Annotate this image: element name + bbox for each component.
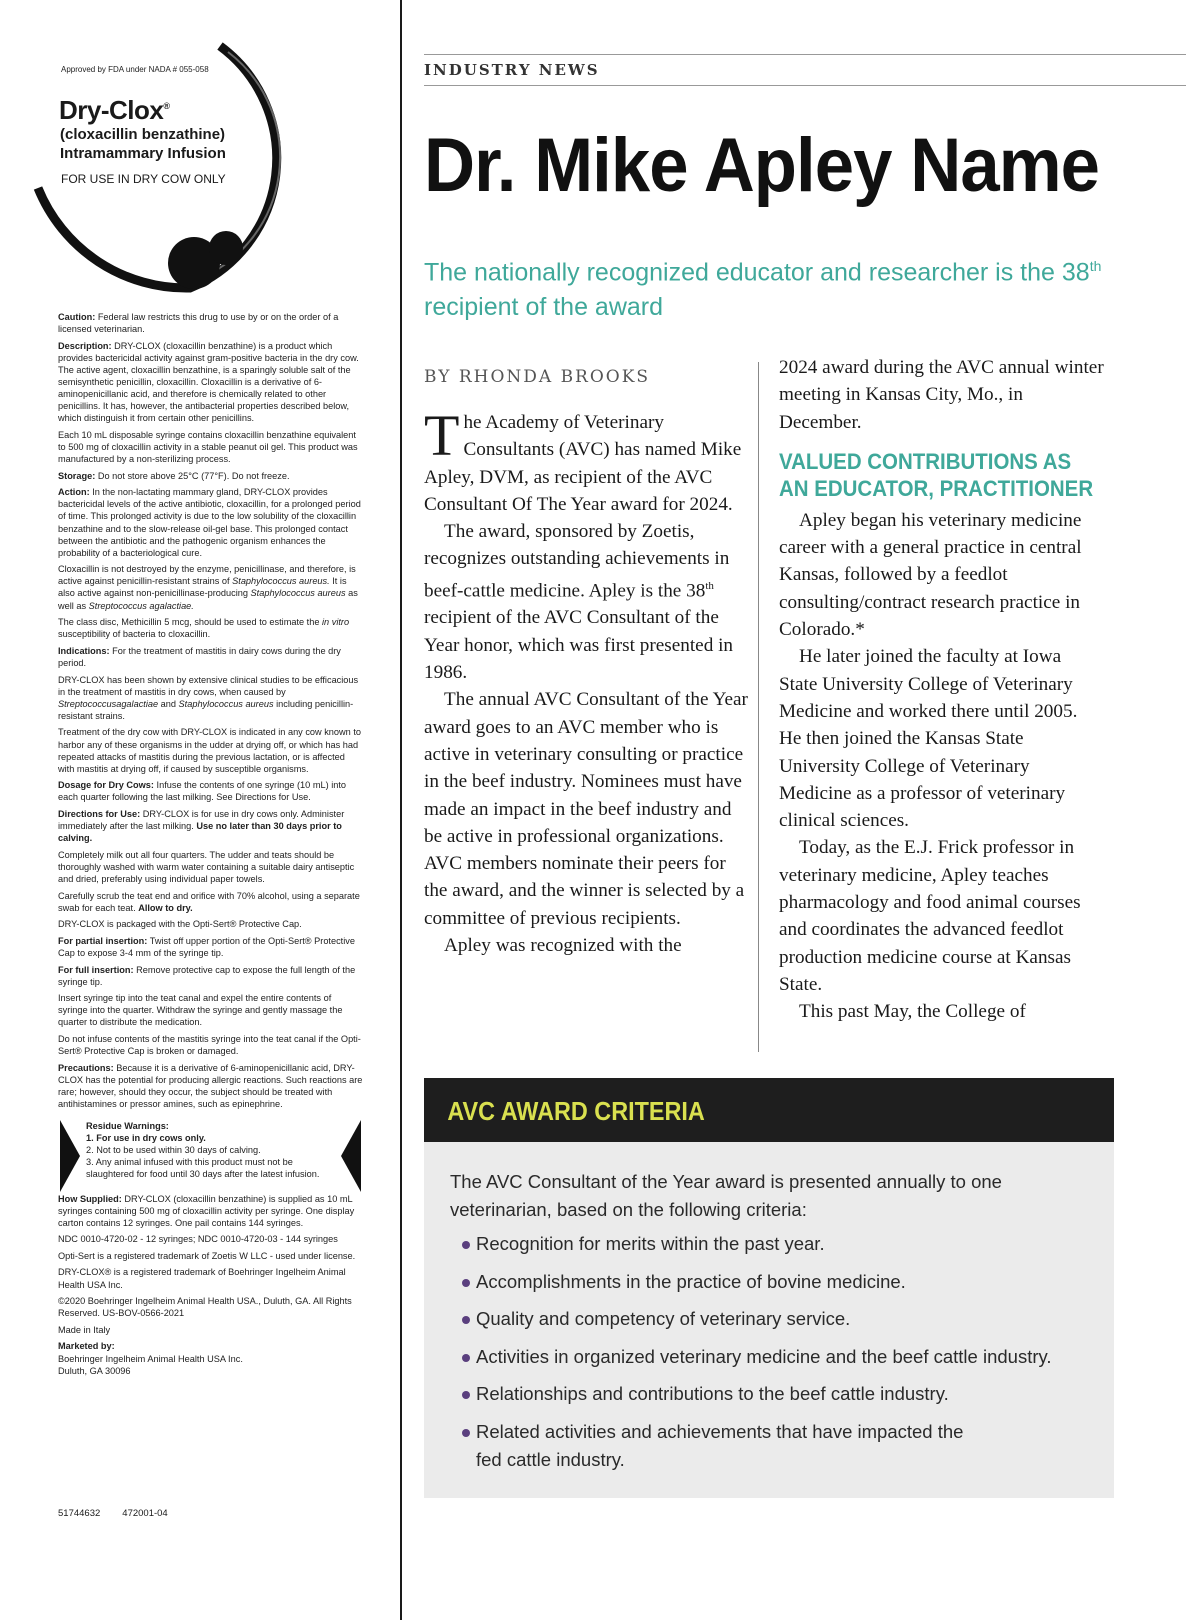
fda-approval-text: Approved by FDA under NADA # 055-058 [61, 65, 209, 74]
precautions-paragraph: Precautions: Because it is a derivative of 6-aminopenicillanic acid, DRY-CLOX has the potential for producing allergic reactions. Such reactions are rare; however, should they occur, the subject should be treated with antihistamines or pressor amines, such as epinephrine. [58, 1062, 363, 1109]
body-paragraph: 2024 award during the AVC annual winter meeting in Kansas City, Mo., in December. [779, 357, 1104, 433]
partial-insertion-paragraph: For partial insertion: Twist off upper portion of the Opti-Sert® Protective Cap to expose 3-4 mm of the syringe tip. [58, 935, 355, 958]
body-paragraph: Apley was recognized with the [444, 935, 682, 957]
bullet-icon [462, 1354, 470, 1362]
insert-paragraph: Insert syringe tip into the teat canal and expel the entire contents of syringe into the quarter. Withdraw the syringe and gently massage the quarter to distribute the medication. [58, 993, 343, 1028]
criteria-list [462, 1230, 1102, 1483]
indications-paragraph: Indications: For the treatment of mastitis in dairy cows during the dry period. [58, 645, 341, 668]
product-codes: 51744632 472001-04 [58, 1508, 168, 1519]
bullet-icon [462, 1279, 470, 1287]
bullet-icon [462, 1241, 470, 1249]
body-paragraph: The award, sponsored by Zoetis, recognizes outstanding achievements in beef-cattle medicine. Apley is the 38th recipient of the AVC Consultant of the Year honor, which was first presented in 1986. [424, 521, 734, 684]
list-item: Relationships and contributions to the beef cattle industry. [462, 1380, 1102, 1408]
efficacy-paragraph: DRY-CLOX has been shown by extensive clinical studies to be efficacious in the treatment of mastitis in dry cows, when caused by Streptococcusagalactiae and Staphylococcus aureus including penicillin-resistant strains. [58, 674, 359, 721]
body-paragraph: Today, as the E.J. Frick professor in veterinary medicine, Apley teaches pharmacology and food animal courses and coordinates the advanced feedlot production medicine course at Kansas State. [779, 837, 1081, 995]
copyright: ©2020 Boehringer Ingelheim Animal Health USA., Duluth, GA. All Rights Reserved. US-BOV-0566-2021 [58, 1296, 352, 1319]
prescribing-information [58, 311, 363, 1381]
list-item: Activities in organized veterinary medicine and the beef cattle industry. [462, 1343, 1102, 1371]
contents-paragraph: Each 10 mL disposable syringe contains cloxacillin benzathine equivalent to 500 mg of cloxacillin activity in a stable peanut oil gel. This product was manufactured by a non-sterilizing process. [58, 429, 358, 465]
award-criteria-box [424, 1078, 1114, 1498]
optisert-trademark: Opti-Sert is a registered trademark of Zoetis W LLC - used under license. [58, 1250, 356, 1261]
body-paragraph: Apley began his veterinary medicine career with a general practice in central Kansas, followed by a feedlot consulting/contract research practice in Colorado.* [779, 509, 1082, 641]
article-column-2 [779, 354, 1104, 1026]
box-intro: The AVC Consultant of the Year award is presented annually to one veterinarian, based on the following criteria: [450, 1171, 1002, 1220]
section-label: INDUSTRY NEWS [424, 61, 600, 79]
description-paragraph: Description: DRY-CLOX (cloxacillin benzathine) is a product which provides bactericidal activity against gram-positive bacteria in the dry cow. The active agent, cloxacillin benzathine, is a sparingly soluble salt of the semisynthetic penicillin, cloxacillin. Cloxacillin is a derivative of 6-aminopenicillanic acid, and therefore is chemically related to other penicillins. It has, however, the antibacterial properties described below, which distinguish it from certain other penicillins. [58, 340, 359, 424]
top-rule [424, 54, 1186, 55]
article-column-1 [424, 403, 749, 959]
body-paragraph: The Academy of Veterinary Consultants (AVC) has named Mike Apley, DVM, as recipient of the AVC Consultant Of The Year award for 2024. [424, 403, 742, 515]
directions-paragraph: Directions for Use: DRY-CLOX is for use in dry cows only. Administer immediately after the last milking. Use no later than 30 days prior to calving. [58, 808, 345, 844]
dek: The nationally recognized educator and researcher is the 38th recipient of the award [424, 258, 1102, 322]
subhead: VALUED CONTRIBUTIONS AS AN EDUCATOR, PRACTITIONER [779, 448, 1094, 501]
column-divider [758, 362, 759, 1052]
milk-out-paragraph: Completely milk out all four quarters. The udder and teats should be thoroughly washed with warm water containing a suitable dairy antiseptic and dried, preferably using individual paper towels. [58, 849, 355, 884]
list-item: Accomplishments in the practice of bovine medicine. [462, 1268, 1102, 1296]
drug-advertisement [0, 0, 402, 1620]
left-arrow-decoration [60, 1120, 80, 1192]
action-paragraph: Action: In the non-lactating mammary gland, DRY-CLOX provides bactericidal levels of the active antibiotic, cloxacillin, for a prolonged period of time. This prolonged activity is due to the low solubility of the cloxacillin benzathine and to the slow-release oil-gel base. This prolonged contact between the antibiotic and the pathogenic organism enhances the probability of a bacteriological cure. [58, 487, 361, 558]
box-title-bar [424, 1078, 1114, 1142]
list-item: Quality and competency of veterinary service. [462, 1305, 1102, 1333]
scrub-paragraph: Carefully scrub the teat end and orifice with 70% alcohol, using a separate swab for each teat. Allow to dry. [58, 890, 360, 913]
bullet-icon [462, 1391, 470, 1399]
section-rule [424, 85, 1186, 86]
bullet-icon [462, 1429, 470, 1437]
ndc-paragraph: NDC 0010-4720-02 - 12 syringes; NDC 0010-4720-03 - 144 syringes [58, 1234, 338, 1245]
dryclox-trademark: DRY-CLOX® is a registered trademark of Boehringer Ingelheim Animal Health USA Inc. [58, 1267, 346, 1290]
dosage-paragraph: Dosage for Dry Cows: Infuse the contents of one syringe (10 mL) into each quarter following the last milking. See Directions for Use. [58, 780, 347, 803]
residue-warnings: Residue Warnings: 1. For use in dry cows only. 2. Not to be used within 30 days of calving. 3. Any animal infused with this product must not be slaughtered for food until 30 days after the latest infusion. [58, 1120, 363, 1180]
use-restriction: FOR USE IN DRY COW ONLY [61, 172, 226, 186]
box-title: AVC AWARD CRITERIA [447, 1096, 705, 1126]
brand-name: Dry-Clox® [59, 95, 170, 125]
how-supplied-paragraph: How Supplied: DRY-CLOX (cloxacillin benzathine) is supplied as 10 mL syringes containing 500 mg of cloxacillin activity per syringe. One display carton contains 12 syringes. One pail contains 144 syringes. [58, 1193, 355, 1228]
treatment-paragraph: Treatment of the dry cow with DRY-CLOX is indicated in any cow known to harbor any of these organisms in the udder at drying off, or which has had repeated attacks of mastitis during the previous lactation, or is affected with mastitis at drying off, if caused by susceptible organisms. [58, 727, 361, 774]
list-item: Related activities and achievements that have impacted the fed cattle industry. [462, 1418, 966, 1474]
marketed-by: Marketed by: Boehringer Ingelheim Animal Health USA Inc. Duluth, GA 30096 [58, 1341, 243, 1376]
byline: BY RHONDA BROOKS [424, 367, 651, 387]
cloxacillin-paragraph: Cloxacillin is not destroyed by the enzyme, penicillinase, and therefore, is active against penicillin-resistant strains of Staphylococcus aureus. It is also active against non-penicillinase-producing Staphylococcus aureus as well as Streptococcus agalactiae. [58, 564, 358, 611]
body-paragraph: The annual AVC Consultant of the Year award goes to an AVC member who is active in veterinary consulting or practice in the beef industry. Nominees must have made an impact in the beef industry and be active in professional organizations. AVC members nominate their peers for the award, and the winner is selected by a committee of previous recipients. [424, 689, 748, 929]
full-insertion-paragraph: For full insertion: Remove protective cap to expose the full length of the syringe tip. [58, 964, 356, 987]
article [424, 0, 1200, 1620]
body-paragraph: This past May, the College of [799, 1001, 1026, 1023]
storage-paragraph: Storage: Do not store above 25°C (77°F). Do not freeze. [58, 470, 290, 481]
right-arrow-decoration [341, 1120, 361, 1192]
made-in: Made in Italy [58, 1324, 111, 1335]
disc-paragraph: The class disc, Methicillin 5 mcg, should be used to estimate the in vitro susceptibility of bacteria to cloxacillin. [58, 617, 350, 640]
drop-cap: T [424, 403, 460, 468]
do-not-infuse-paragraph: Do not infuse contents of the mastitis syringe into the teat canal if the Opti-Sert® Protective Cap is broken or damaged. [58, 1033, 361, 1057]
body-paragraph: He later joined the faculty at Iowa State University College of Veterinary Medicine and worked there until 2005. He then joined the Kansas State University College of Veterinary Medicine as a professor of veterinary clinical sciences. [779, 646, 1078, 832]
bullet-icon [462, 1316, 470, 1324]
packaged-paragraph: DRY-CLOX is packaged with the Opti-Sert® Protective Cap. [58, 919, 302, 930]
list-item: Recognition for merits within the past year. [462, 1230, 1102, 1258]
product-generic-name: (cloxacillin benzathine) Intramammary Infusion [60, 126, 226, 162]
headline: Dr. Mike Apley Name [424, 123, 1100, 208]
caution-paragraph: Caution: Federal law restricts this drug to use by or on the order of a licensed veterinarian. [58, 312, 339, 335]
